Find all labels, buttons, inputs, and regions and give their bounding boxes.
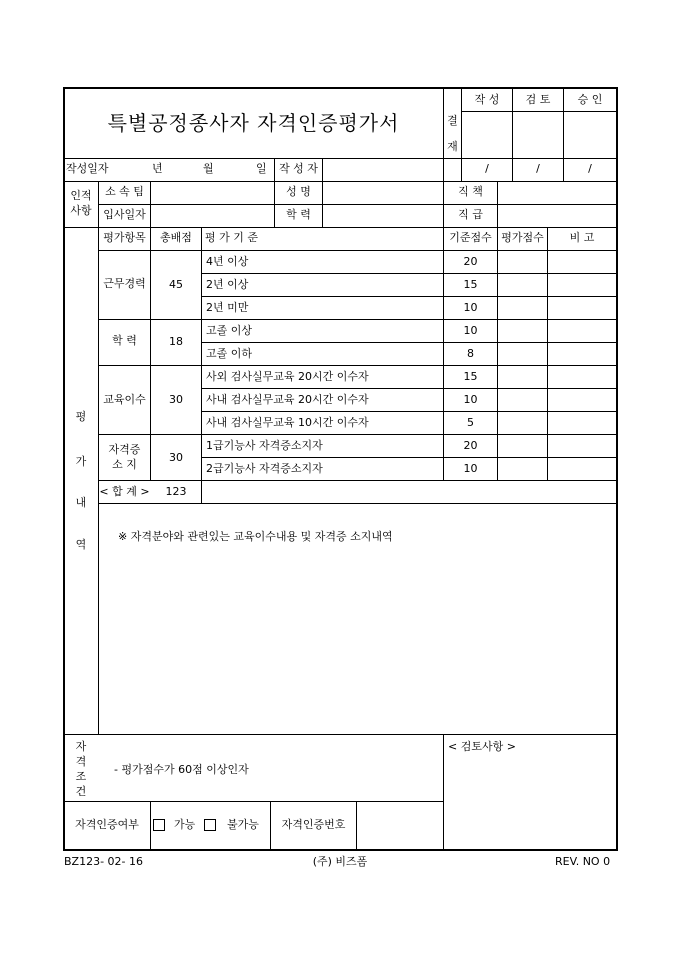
- line: [461, 111, 618, 112]
- line: [63, 158, 618, 159]
- base-score: 15: [463, 278, 478, 291]
- criteria-text: 고졸 이하: [206, 347, 253, 360]
- line: [497, 227, 498, 480]
- hire-date-label: 입사일자: [103, 208, 146, 221]
- criteria-text: 사내 검사실무교육 20시간 이수자: [206, 393, 369, 406]
- group-license: 자격증: [108, 443, 141, 456]
- group-training-total: 30: [169, 393, 183, 406]
- rank-label: 직 급: [458, 208, 483, 221]
- border-right: [616, 87, 618, 851]
- line: [98, 204, 618, 205]
- day-label: 일: [256, 162, 267, 175]
- line: [201, 411, 618, 412]
- approval-date: /: [588, 162, 592, 175]
- line: [98, 503, 618, 504]
- base-score: 5: [467, 416, 474, 429]
- team-label: 소 속 팀: [105, 185, 144, 198]
- line: [443, 87, 444, 181]
- line: [322, 158, 323, 227]
- base-score: 10: [463, 301, 478, 314]
- base-score: 15: [463, 370, 478, 383]
- line: [201, 296, 618, 297]
- qualification-char: 건: [75, 785, 87, 798]
- group-education-total: 18: [169, 335, 183, 348]
- impossible-label: 불가능: [227, 818, 259, 831]
- position-label: 직 책: [458, 185, 483, 198]
- eval-section-char: 역: [75, 538, 87, 551]
- criteria-text: 2년 미만: [206, 301, 249, 314]
- eval-section-char: 평: [75, 410, 87, 423]
- border-bottom: [63, 849, 618, 851]
- line: [201, 342, 618, 343]
- criteria-text: 4년 이상: [206, 255, 249, 268]
- eval-section-char: 가: [75, 455, 87, 468]
- line: [98, 480, 618, 481]
- total-label: < 합 계 >: [99, 485, 150, 498]
- criteria-text: 사외 검사실무교육 20시간 이수자: [206, 370, 369, 383]
- criteria-text: 2급기능사 자격증소지자: [206, 462, 323, 475]
- line: [98, 227, 99, 734]
- line: [150, 801, 151, 849]
- line: [443, 734, 444, 849]
- base-score: 10: [463, 324, 478, 337]
- line: [201, 227, 202, 503]
- line: [356, 801, 357, 849]
- approval-date: /: [536, 162, 540, 175]
- header-item: 평가항목: [103, 231, 146, 244]
- name-label: 성 명: [286, 185, 311, 198]
- personal-section-label: 인적: [70, 189, 92, 202]
- line: [201, 273, 618, 274]
- approval-label: 재: [447, 140, 458, 153]
- approval-col-review: 검 토: [525, 93, 551, 106]
- date-label: 작성일자: [66, 162, 109, 175]
- form-title: 특별공정종사자 자격인증평가서: [107, 111, 400, 135]
- qualification-char: 조: [75, 770, 87, 783]
- line: [150, 227, 151, 480]
- approval-col-author: 작 성: [474, 93, 500, 106]
- remark-text: ※ 자격분야와 관련있는 교육이수내용 및 자격증 소지내역: [118, 530, 393, 543]
- eval-section-char: 내: [75, 496, 87, 509]
- personal-section-label: 사항: [70, 204, 92, 217]
- header-base-score: 기준점수: [449, 231, 492, 244]
- group-training: 교육이수: [103, 393, 146, 406]
- base-score: 10: [463, 462, 478, 475]
- group-license: 소 지: [112, 458, 137, 471]
- qualification-char: 자: [75, 740, 87, 753]
- header-eval-score: 평가점수: [501, 231, 544, 244]
- base-score: 20: [463, 255, 478, 268]
- group-education: 학 력: [112, 334, 137, 347]
- approval-label: 결: [447, 114, 458, 127]
- line: [63, 734, 618, 735]
- base-score: 8: [467, 347, 474, 360]
- base-score: 20: [463, 439, 478, 452]
- header-criteria: 평 가 기 준: [205, 231, 258, 244]
- approval-col-approve: 승 인: [577, 93, 603, 106]
- header-total: 총배점: [160, 231, 192, 244]
- possible-label: 가능: [174, 818, 196, 831]
- group-career-total: 45: [169, 278, 183, 291]
- line: [98, 434, 618, 435]
- form-code: BZ123- 02- 16: [64, 855, 144, 868]
- line: [63, 227, 618, 228]
- month-label: 월: [203, 162, 214, 175]
- total-value: 123: [165, 485, 187, 498]
- author-label: 작 성 자: [279, 162, 318, 175]
- year-label: 년: [152, 162, 163, 175]
- qualification-char: 격: [75, 755, 87, 768]
- certification-label: 자격인증여부: [75, 818, 139, 831]
- base-score: 10: [463, 393, 478, 406]
- line: [98, 319, 618, 320]
- criteria-text: 2년 이상: [206, 278, 249, 291]
- qualification-condition: - 평가점수가 60점 이상인자: [114, 763, 249, 776]
- line: [547, 227, 548, 480]
- criteria-text: 고졸 이상: [206, 324, 253, 337]
- line: [201, 457, 618, 458]
- line: [497, 181, 498, 227]
- criteria-text: 사내 검사실무교육 10시간 이수자: [206, 416, 369, 429]
- criteria-text: 1급기능사 자격증소지자: [206, 439, 323, 452]
- border-top: [63, 87, 618, 89]
- company-name: (주) 비즈폼: [312, 855, 368, 868]
- line: [63, 181, 618, 182]
- education-label: 학 력: [286, 208, 311, 221]
- revision-number: REV. NO 0: [555, 855, 611, 868]
- line: [150, 181, 151, 227]
- group-license-total: 30: [169, 451, 183, 464]
- line: [63, 801, 444, 802]
- impossible-checkbox[interactable]: [204, 819, 216, 831]
- line: [98, 365, 618, 366]
- group-career: 근무경력: [103, 277, 146, 290]
- certification-number-label: 자격인증번호: [281, 818, 346, 831]
- review-label: < 검토사항 >: [448, 740, 516, 753]
- line: [98, 250, 618, 251]
- line: [201, 388, 618, 389]
- possible-checkbox[interactable]: [153, 819, 165, 831]
- approval-date: /: [485, 162, 489, 175]
- header-note: 비 고: [569, 231, 595, 244]
